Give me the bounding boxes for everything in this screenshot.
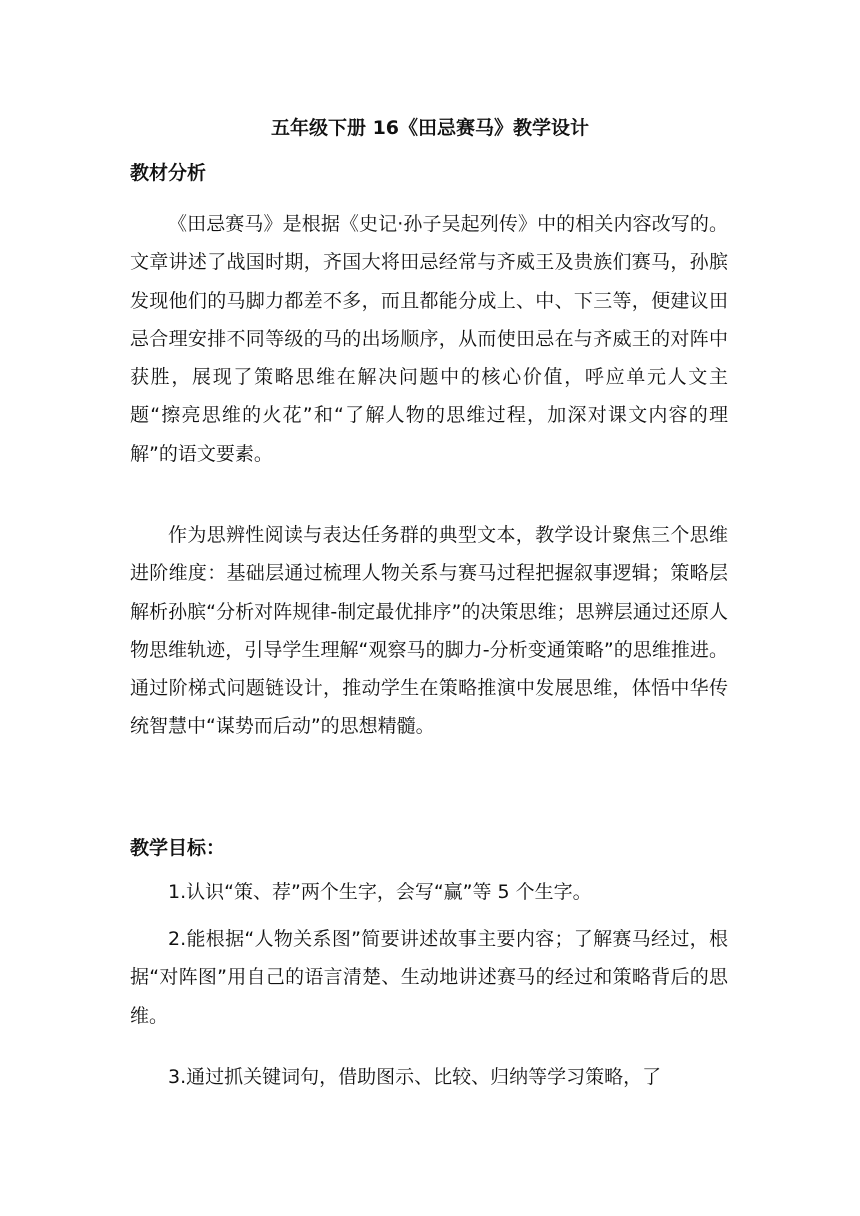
analysis-paragraph-1: 《田忌赛马》是根据《史记·孙子吴起列传》中的相关内容改写的。文章讲述了战国时期，齐国大将田忌经常与齐威王及贵族们赛马，孙膑发现他们的马脚力都差不多，而且都能分成上、中、下三等，便建议田忌合理安排不同等级的马的出场顺序，从而使田忌在与齐威王的对阵中获胜，展现了策略思维在解决问题中的核心价值，呼应单元人文主题“擦亮思维的火花”和“了解人物的思维过程，加深对课文内容的理解”的语文要素。 bbox=[130, 213, 728, 465]
section-heading-goals: 教学目标： bbox=[130, 837, 226, 859]
document-title: 五年级下册 16《田忌赛马》教学设计 bbox=[270, 117, 590, 139]
section-heading-analysis: 教材分析 bbox=[130, 162, 207, 184]
goal-item-1: 1.认识“策、荐”两个生字，会写“赢”等 5 个生字。 bbox=[168, 881, 592, 903]
goal-item-2: 2.能根据“人物关系图”简要讲述故事主要内容；了解赛马经过，根据“对阵图”用自己的语言清楚、生动地讲述赛马的经过和策略背后的思维。 bbox=[130, 928, 728, 1027]
goal-item-3: 3.通过抓关键词句，借助图示、比较、归纳等学习策略，了 bbox=[168, 1066, 662, 1088]
analysis-paragraph-2: 作为思辨性阅读与表达任务群的典型文本，教学设计聚焦三个思维进阶维度：基础层通过梳理人物关系与赛马过程把握叙事逻辑；策略层解析孙膑“分析对阵规律-制定最优排序”的决策思维；思辨层通过还原人物思维轨迹，引导学生理解“观察马的脚力-分析变通策略”的思维推进。通过阶梯式问题链设计，推动学生在策略推演中发展思维，体悟中华传统智慧中“谋势而后动”的思想精髓。 bbox=[130, 524, 728, 738]
